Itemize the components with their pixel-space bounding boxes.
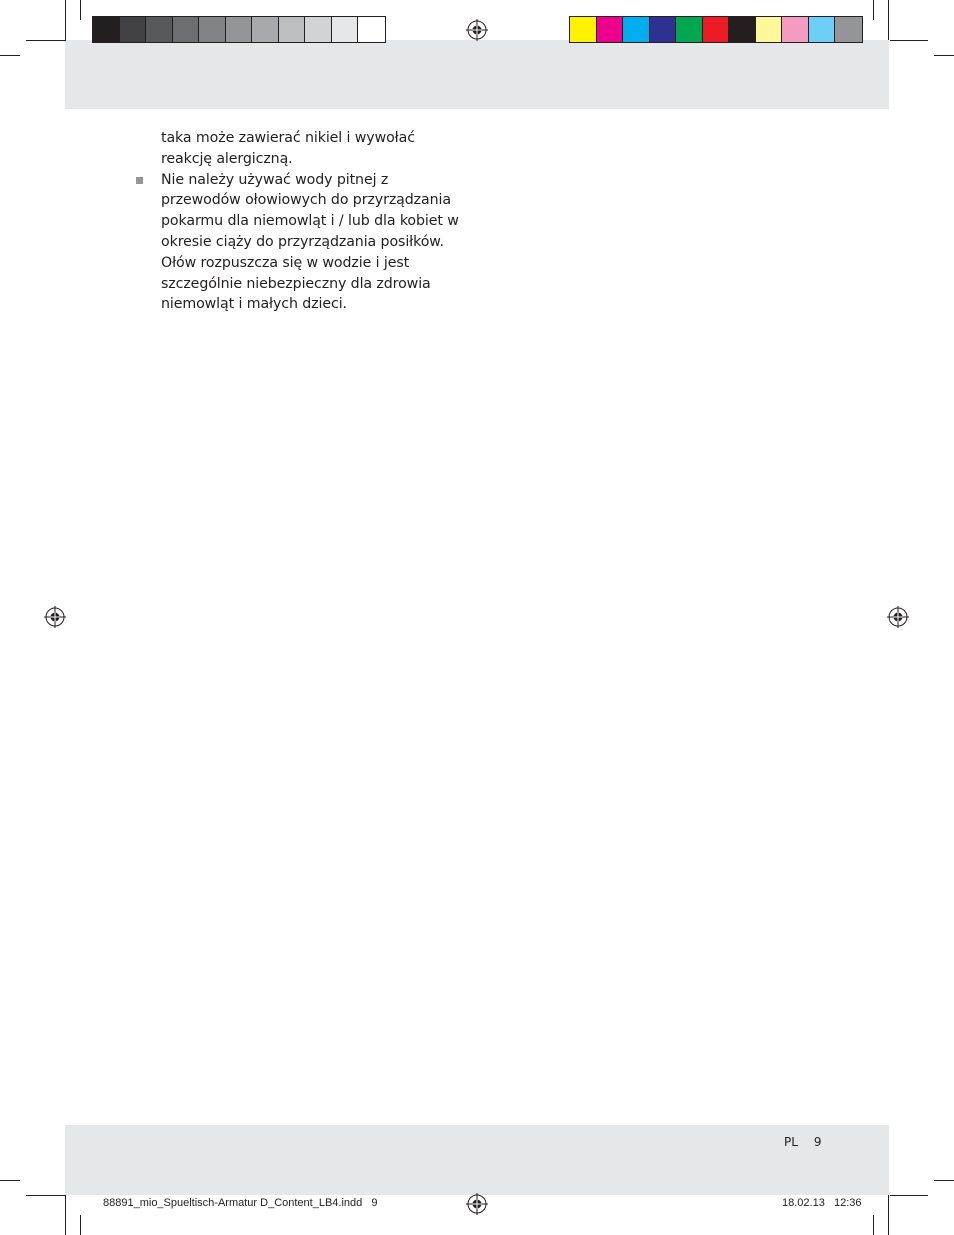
color-swatch <box>676 17 703 42</box>
color-swatch <box>729 17 756 42</box>
square-bullet-icon <box>136 177 143 184</box>
color-swatch <box>226 17 253 42</box>
registration-mark-icon <box>466 19 488 41</box>
color-swatch <box>279 17 306 42</box>
body-text <box>161 128 466 315</box>
color-swatch <box>199 17 226 42</box>
list-item-text: Nie należy używać wody pitnej z przewodów ołowiowych do przyrządzania pokarmu dla niemowląt i / lub dla kobiet w okresie ciąży do przyrządzania posiłków. Ołów rozpuszcza się w wodzie i jest szczególnie niebezpieczny dla zdrowia niemowląt i małych dzieci. <box>161 171 459 313</box>
page-footer <box>784 1135 822 1149</box>
color-swatch <box>782 17 809 42</box>
crop-mark <box>934 55 954 56</box>
color-swatch <box>570 17 597 42</box>
slug-filename: 88891_mio_Spueltisch-Armatur D_Content_LB4.indd 9 <box>103 1197 378 1209</box>
slug-timestamp: 18.02.13 12:36 <box>782 1197 862 1209</box>
registration-mark-icon <box>887 606 909 628</box>
color-swatch <box>358 17 385 42</box>
grayscale-color-bar <box>92 16 386 43</box>
page-number: 9 <box>813 1135 822 1149</box>
color-swatch <box>835 17 862 42</box>
color-swatch <box>597 17 624 42</box>
footer-band <box>65 1125 889 1195</box>
color-swatch <box>756 17 783 42</box>
crop-mark <box>80 0 81 20</box>
color-swatch <box>173 17 200 42</box>
crop-mark <box>873 1215 874 1235</box>
color-swatch <box>650 17 677 42</box>
color-swatch <box>305 17 332 42</box>
crop-mark <box>888 0 889 40</box>
crop-mark <box>934 1180 954 1181</box>
crop-mark <box>0 1180 20 1181</box>
registration-mark-icon <box>466 1193 488 1215</box>
color-swatch <box>252 17 279 42</box>
process-color-bar <box>569 16 863 43</box>
crop-mark <box>890 40 928 41</box>
header-band <box>65 40 889 109</box>
color-swatch <box>93 17 120 42</box>
crop-mark <box>65 1195 66 1235</box>
crop-mark <box>80 1215 81 1235</box>
crop-mark <box>65 0 66 40</box>
list-item <box>161 170 466 316</box>
color-swatch <box>703 17 730 42</box>
crop-mark <box>0 55 20 56</box>
language-code: PL <box>784 1135 798 1149</box>
crop-mark <box>873 0 874 20</box>
crop-mark <box>890 1195 928 1196</box>
crop-mark <box>888 1195 889 1235</box>
color-swatch <box>332 17 359 42</box>
color-swatch <box>809 17 836 42</box>
color-swatch <box>120 17 147 42</box>
continued-paragraph: taka może zawierać nikiel i wywołać reakcję alergiczną. <box>161 130 415 167</box>
color-swatch <box>146 17 173 42</box>
crop-mark <box>26 1195 66 1196</box>
registration-mark-icon <box>44 606 66 628</box>
color-swatch <box>623 17 650 42</box>
crop-mark <box>26 40 66 41</box>
